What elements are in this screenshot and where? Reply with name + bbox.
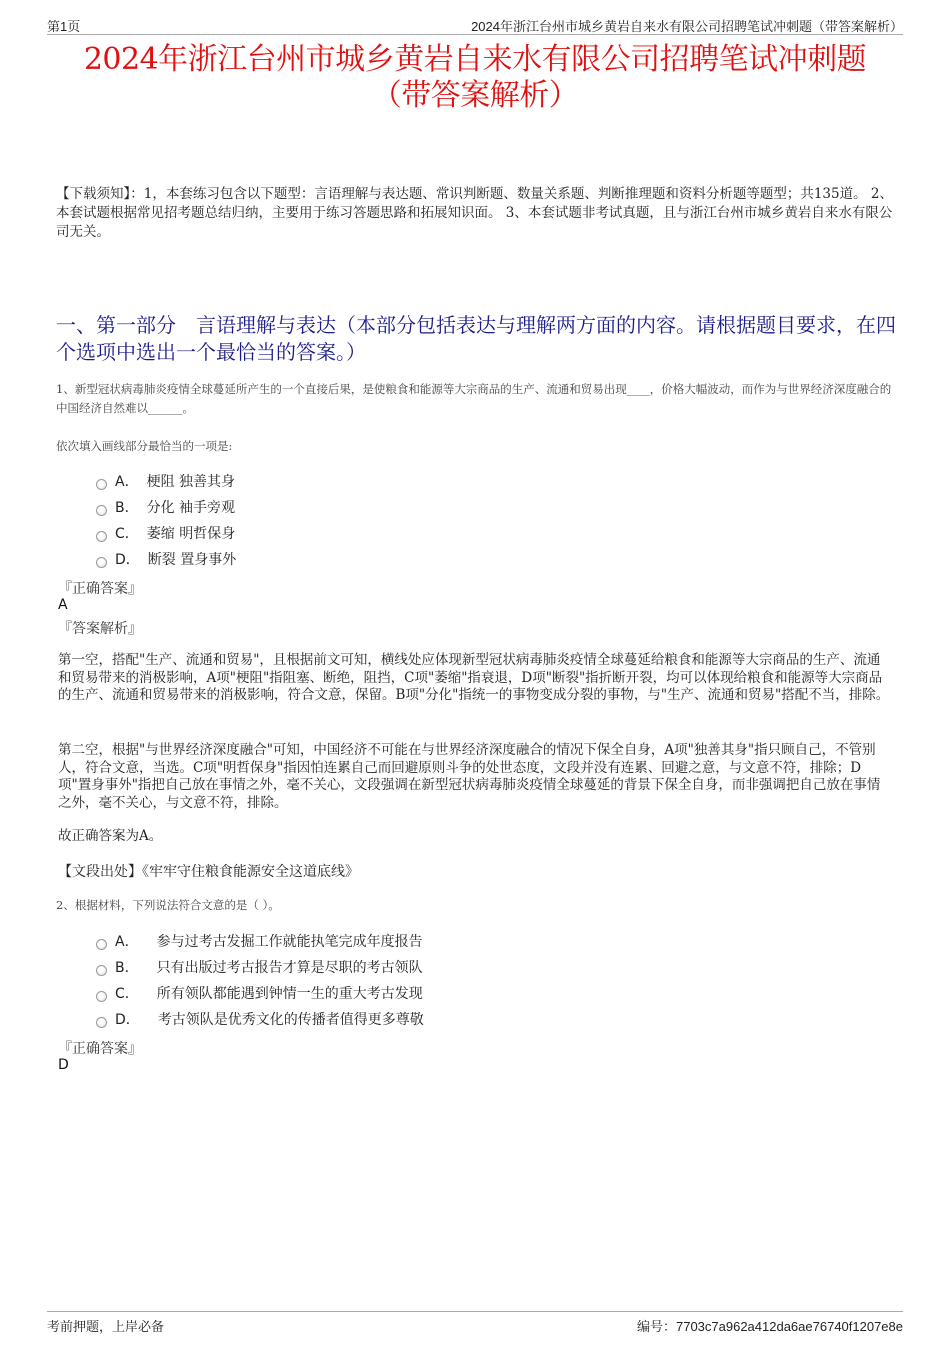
option-text: 所有领队都能遇到钟情一生的重大考古发现: [156, 986, 423, 1002]
option-text: 考古领队是优秀文化的传播者值得更多尊敬: [157, 1012, 424, 1028]
radio-button[interactable]: [96, 531, 107, 542]
radio-button[interactable]: [96, 1017, 107, 1028]
option-letter: B．: [115, 960, 139, 976]
option-letter: A．: [115, 474, 139, 490]
serial-label: 编号：: [636, 1319, 676, 1334]
correct-answer: D: [58, 1057, 69, 1073]
document-title: [0, 42, 950, 114]
footer-slogan: 考前押题，上岸必备: [47, 1319, 165, 1334]
option-c[interactable]: [96, 980, 424, 1006]
title-line-1: 2024年浙江台州市城乡黄岩自来水有限公司招聘笔试冲刺题: [83, 42, 867, 77]
option-text: 分化 袖手旁观: [146, 500, 236, 516]
option-letter: C．: [115, 526, 139, 542]
radio-button[interactable]: [96, 479, 107, 490]
title-line-2: （带答案解析）: [371, 78, 579, 113]
question-1-prompt: 依次填入画线部分最恰当的一项是:: [56, 439, 233, 453]
radio-button[interactable]: [96, 939, 107, 950]
option-letter: D．: [115, 552, 140, 568]
correct-answer: A: [58, 597, 68, 613]
question-1-options: [96, 468, 236, 572]
section-heading: 一、第一部分 言语理解与表达（本部分包括表达与理解两方面的内容。请根据题目要求，在四个选项中选出一个最恰当的答案。）: [56, 313, 896, 364]
page-number: 第1页: [47, 19, 81, 34]
footer-serial: [637, 1316, 903, 1335]
option-text: 梗阻 独善其身: [146, 474, 236, 490]
serial-number: 7703c7a962a412da6ae76740f1207e8e: [675, 1319, 903, 1334]
radio-button[interactable]: [96, 505, 107, 516]
page-footer: [47, 1311, 903, 1334]
analysis-paragraph-2: 第二空，根据"与世界经济深度融合"可知，中国经济不可能在与世界经济深度融合的情况下保全自身，A项"独善其身"指只顾自己，不管别人，符合文意，当选。C项"明哲保身"指因怕连累自己而回避原则斗争的处世态度，文段并没有连累、回避之意，与文意不符，排除；D项"置身事外"指把自己放在事情之外，毫不关心，文段强调在新型冠状病毒肺炎疫情全球蔓延的背景下保全自身，而非强调把自己放在事情之外，毫不关心，与文意不符，排除。: [58, 742, 881, 811]
option-a[interactable]: [96, 928, 424, 954]
option-d[interactable]: [96, 1006, 424, 1032]
download-notice: 【下载须知】：1，本套练习包含以下题型：言语理解与表达题、常识判断题、数量关系题、判断推理题和资料分析题等题型；共135道。 2、本套试题根据常见招考题总结归纳，主要用于练习答题思路和拓展知识面。 3、本套试题非考试真题，且与浙江台州市城乡黄岩自来水有限公司无关。: [56, 186, 893, 240]
option-b[interactable]: [96, 494, 236, 520]
page-header: [47, 14, 903, 35]
radio-button[interactable]: [96, 991, 107, 1002]
question-1-text: 1、新型冠状病毒肺炎疫情全球蔓延所产生的一个直接后果，是使粮食和能源等大宗商品的生产、流通和贸易出现____，价格大幅波动，而作为与世界经济深度融合的中国经济自然难以______。: [56, 382, 892, 415]
correct-answer-label: 『正确答案』: [58, 581, 142, 597]
option-text: 萎缩 明哲保身: [146, 526, 236, 542]
question-2-text: 2、根据材料，下列说法符合文意的是（ ）。: [56, 898, 280, 912]
option-letter: C．: [115, 986, 139, 1002]
passage-source: 【文段出处】《牢牢守住粮食能源安全这道底线》: [58, 864, 359, 880]
option-c[interactable]: [96, 520, 236, 546]
option-b[interactable]: [96, 954, 424, 980]
radio-button[interactable]: [96, 557, 107, 568]
option-text: 只有出版过考古报告才算是尽职的考古领队: [156, 960, 423, 976]
option-text: 参与过考古发掘工作就能执笔完成年度报告: [156, 934, 423, 950]
option-a[interactable]: [96, 468, 236, 494]
option-letter: D．: [115, 1012, 140, 1028]
option-letter: A．: [115, 934, 139, 950]
radio-button[interactable]: [96, 965, 107, 976]
question-2-options: [96, 928, 424, 1032]
correct-answer-label: 『正确答案』: [58, 1041, 142, 1057]
option-d[interactable]: [96, 546, 236, 572]
header-doc-title: 2024年浙江台州市城乡黄岩自来水有限公司招聘笔试冲刺题（带答案解析）: [471, 19, 903, 34]
option-letter: B．: [115, 500, 139, 516]
analysis-conclusion: 故正确答案为A。: [58, 828, 163, 844]
option-text: 断裂 置身事外: [147, 552, 237, 568]
analysis-paragraph-1: 第一空，搭配"生产、流通和贸易"，且根据前文可知，横线处应体现新型冠状病毒肺炎疫情全球蔓延给粮食和能源等大宗商品的生产、流通和贸易带来的消极影响，A项"梗阻"指阻塞、断绝，阻挡，C项"萎缩"指衰退，D项"断裂"指折断开裂，均可以体现给粮食和能源等大宗商品的生产、流通和贸易带来的消极影响，符合文意，保留。B项"分化"指统一的事物变成分裂的事物，与"生产、流通和贸易"搭配不当，排除。: [58, 652, 890, 703]
analysis-label: 『答案解析』: [58, 621, 142, 637]
